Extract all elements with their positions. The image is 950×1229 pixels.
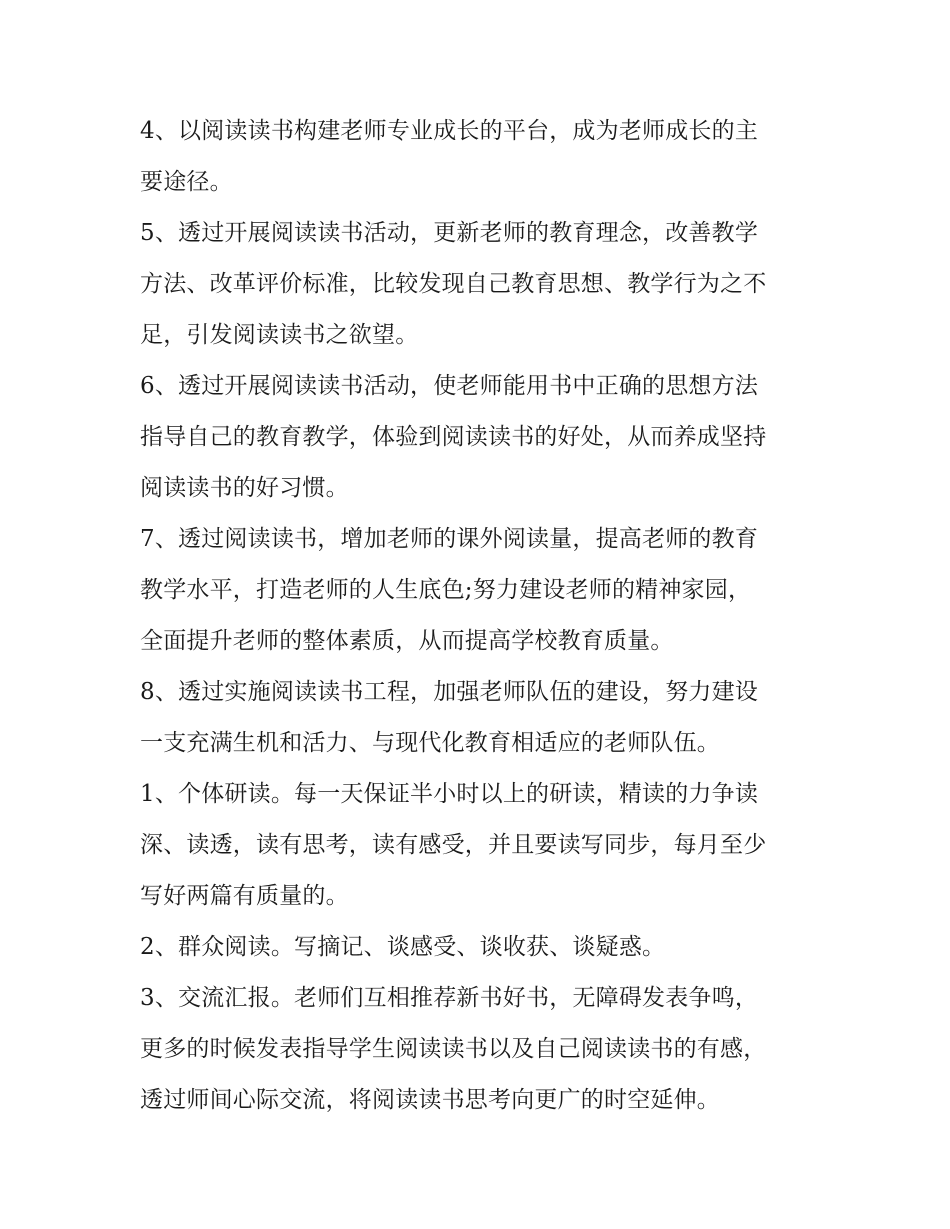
paragraph-item-8 [140, 667, 820, 769]
text-line: 透过师间心际交流，将阅读读书思考向更广的时空延伸。 [140, 1087, 720, 1113]
text-line: 足，引发阅读读书之欲望。 [140, 322, 419, 348]
text-line: 阅读读书的好习惯。 [140, 475, 349, 501]
text-line: 一支充满生机和活力、与现代化教育相适应的老师队伍。 [140, 730, 720, 756]
text-line: 全面提升老师的整体素质，从而提高学校教育质量。 [140, 628, 674, 654]
text-line: 写好两篇有质量的。 [140, 883, 349, 909]
paragraph-item-5 [140, 208, 820, 361]
text-line: 更多的时候发表指导学生阅读读书以及自己阅读读书的有感， [140, 1036, 767, 1062]
text-line: 深、读透，读有思考，读有感受，并且要读写同步，每月至少 [140, 832, 767, 858]
text-line: 1、个体研读。每一天保证半小时以上的研读，精读的力争读 [140, 781, 759, 807]
paragraph-item-6 [140, 361, 820, 514]
text-line: 5、透过开展阅读读书活动，更新老师的教育理念，改善教学 [140, 220, 759, 246]
text-line: 教学水平，打造老师的人生底色;努力建设老师的精神家园， [140, 577, 752, 603]
text-line: 方法、改革评价标准，比较发现自己教育思想、教学行为之不 [140, 271, 767, 297]
text-line: 7、透过阅读读书，增加老师的课外阅读量，提高老师的教育 [140, 526, 759, 552]
text-line: 指导自己的教育教学，体验到阅读读书的好处，从而养成坚持 [140, 424, 767, 450]
paragraph-method-2 [140, 922, 820, 973]
text-line: 8、透过实施阅读读书工程，加强老师队伍的建设，努力建设 [140, 679, 759, 705]
text-line: 6、透过开展阅读读书活动，使老师能用书中正确的思想方法 [140, 373, 759, 399]
text-line: 4、以阅读读书构建老师专业成长的平台，成为老师成长的主 [140, 118, 759, 144]
text-line: 2、群众阅读。写摘记、谈感受、谈收获、谈疑惑。 [140, 934, 666, 960]
text-line: 要途径。 [140, 169, 233, 195]
paragraph-method-1 [140, 769, 820, 922]
paragraph-item-4 [140, 106, 820, 208]
document-body [140, 106, 820, 1126]
text-line: 3、交流汇报。老师们互相推荐新书好书，无障碍发表争鸣， [140, 985, 759, 1011]
paragraph-item-7 [140, 514, 820, 667]
paragraph-method-3 [140, 973, 820, 1126]
